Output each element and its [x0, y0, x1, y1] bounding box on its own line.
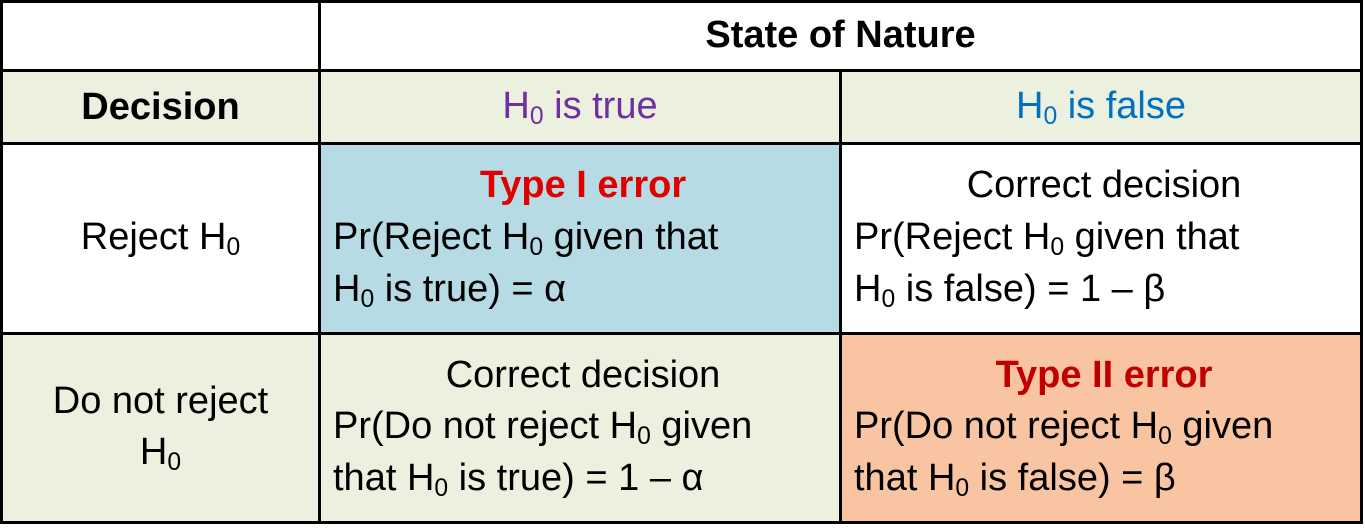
t1-l1-suffix: given that	[543, 215, 719, 258]
not-reject-label-line1: Do not reject	[52, 379, 269, 422]
not-reject-label-prefix: H	[139, 431, 168, 474]
t1-l2-suffix: is true) = α	[374, 268, 567, 311]
t1-l1-prefix: Pr(Reject H	[333, 215, 530, 258]
not-reject-label	[2, 333, 320, 522]
reject-label-sub: 0	[226, 234, 241, 262]
cn-l1-prefix: Pr(Do not reject H	[333, 404, 638, 447]
t2-l2-suffix: is false) = β	[969, 457, 1176, 500]
t1-l2-prefix: H	[333, 268, 361, 311]
decision-header: Decision	[2, 71, 320, 144]
correct-decision-not-reject-cell	[320, 333, 841, 522]
t2-l1-sub: 0	[1158, 423, 1172, 451]
cr-l1-sub: 0	[1050, 233, 1065, 261]
correct-reject-line2	[854, 264, 1354, 317]
h0-false-suffix: is false	[1057, 84, 1186, 127]
cn-l2-suffix: is true) = 1 – α	[448, 457, 704, 500]
column-header-row	[2, 71, 1362, 144]
type-two-error-cell	[841, 333, 1362, 522]
reject-label	[2, 144, 320, 333]
cr-l2-suffix: is false) = 1 – β	[895, 268, 1166, 311]
t2-l2-sub: 0	[955, 475, 970, 503]
cr-l2-prefix: H	[854, 268, 882, 311]
cn-l2-sub: 0	[434, 475, 449, 503]
cn-l1-suffix: given	[650, 404, 753, 447]
cn-l2-prefix: that H	[333, 457, 435, 500]
h0-false-prefix: H	[1015, 84, 1044, 127]
type-one-line1	[333, 212, 833, 265]
type-two-line2	[854, 453, 1354, 506]
t2-l2-prefix: that H	[854, 457, 956, 500]
not-reject-row	[2, 333, 1362, 522]
h0-true-sub: 0	[529, 103, 544, 131]
reject-row	[2, 144, 1362, 333]
t1-l1-sub: 0	[529, 233, 544, 261]
not-reject-label-sub: 0	[167, 449, 182, 477]
h0-true-prefix: H	[502, 84, 530, 127]
type-one-error-title: Type I error	[479, 164, 687, 207]
cr-l1-prefix: Pr(Reject H	[854, 215, 1051, 258]
not-reject-label-line2	[3, 427, 318, 480]
correct-reject-line1	[854, 212, 1354, 265]
type-two-line1	[854, 401, 1354, 454]
t2-l1-prefix: Pr(Do not reject H	[854, 404, 1159, 447]
correct-decision-reject-cell	[841, 144, 1362, 333]
h0-true-header	[320, 71, 841, 144]
h0-true-suffix: is true	[543, 84, 658, 127]
state-of-nature-header: State of Nature	[320, 2, 1362, 71]
h0-false-sub: 0	[1043, 103, 1058, 131]
type-one-line2	[333, 264, 833, 317]
correct-not-reject-line1	[333, 401, 833, 454]
correct-decision-title-2: Correct decision	[445, 353, 721, 396]
type-one-error-cell	[320, 144, 841, 333]
t1-l2-sub: 0	[360, 286, 375, 314]
correct-not-reject-line2	[333, 453, 833, 506]
reject-label-prefix: Reject H	[80, 216, 227, 259]
cr-l1-suffix: given that	[1064, 215, 1240, 258]
correct-decision-title-1: Correct decision	[966, 164, 1242, 207]
cr-l2-sub: 0	[881, 286, 896, 314]
t2-l1-suffix: given	[1171, 404, 1274, 447]
h0-false-header	[841, 71, 1362, 144]
type-two-error-title: Type II error	[995, 353, 1213, 396]
cn-l1-sub: 0	[637, 423, 651, 451]
empty-corner-cell	[2, 2, 320, 71]
header-row	[2, 2, 1362, 71]
